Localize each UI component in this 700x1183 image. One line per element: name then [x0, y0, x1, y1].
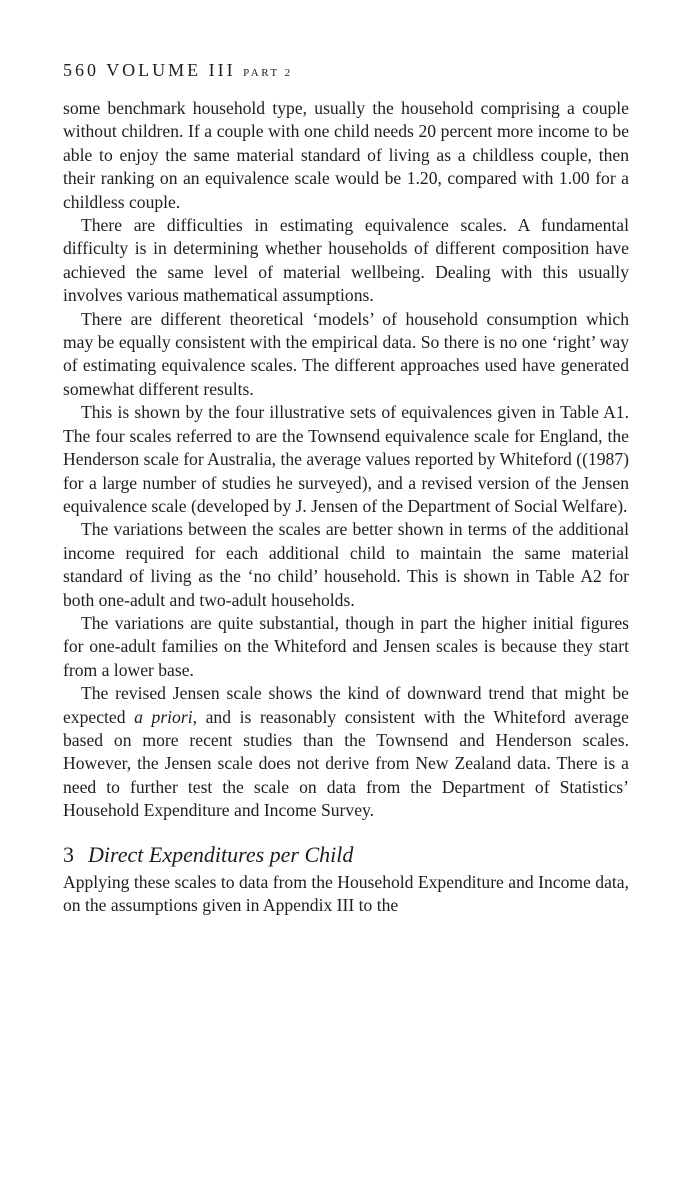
paragraph-5: The variations between the scales are better shown in terms of the additional income required for each additional child to maintain the same material standard of living as the ‘no child’ household. This is shown in Table A2 for both one-adult and two-adult households. — [63, 519, 629, 610]
paragraph-2: There are difficulties in estimating equivalence scales. A fundamental difficulty is in determining whether households of different composition have achieved the same level of material wellbeing. Dealing with this usually involves various mathematical assumptions. — [63, 215, 629, 306]
paragraph-7-text-a: The revised Jensen scale shows the kind of downward trend that might be expected — [63, 683, 629, 727]
section-number: 3 — [63, 841, 74, 867]
paragraph-6: The variations are quite substantial, though in part the higher initial figures for one-adult families on the Whiteford and Jensen scales is because they start from a lower base. — [63, 612, 629, 680]
running-head — [63, 58, 629, 85]
volume-label: VOLUME III — [106, 60, 236, 80]
page-number: 560 — [63, 60, 99, 80]
paragraph-8: Applying these scales to data from the Household Expenditure and Income data, on the assumptions given in Appendix III to the — [63, 871, 629, 915]
paragraph-1: some benchmark household type, usually the household comprising a couple without children. If a couple with one child needs 20 percent more income to be able to enjoy the same material standard of living as a childless couple, then their ranking on an equivalence scale would be 1.20, compared with 1.00 for a childless couple. — [63, 98, 629, 212]
section-title: Direct Expenditures per Child — [88, 841, 354, 867]
paragraph-3: There are different theoretical ‘models’ of household consumption which may be equally consistent with the empirical data. So there is no one ‘right’ way of estimating equivalence scales. The different approaches used have generated somewhat different results. — [63, 308, 629, 399]
page-body — [63, 58, 629, 917]
paragraph-7-italic: a priori — [134, 706, 193, 727]
part-label: PART 2 — [243, 67, 293, 79]
paragraph-7 — [63, 682, 629, 822]
section-heading — [63, 841, 629, 869]
paragraph-7-text-b: , and is reasonably consistent with the Whiteford average based on more recent studies than the Townsend and Henderson scales. However, the Jensen scale does not derive from New Zealand data. There is a need to further test the scale on data from the Department of Statistics’ Household Expenditure and Income Survey. — [63, 706, 629, 821]
paragraph-4: This is shown by the four illustrative sets of equivalences given in Table A1. The four scales referred to are the Townsend equivalence scale for England, the Henderson scale for Australia, the average values reported by Whiteford ((1987) for a large number of studies he surveyed), and a revised version of the Jensen equivalence scale (developed by J. Jensen of the Department of Social Welfare). — [63, 402, 629, 516]
